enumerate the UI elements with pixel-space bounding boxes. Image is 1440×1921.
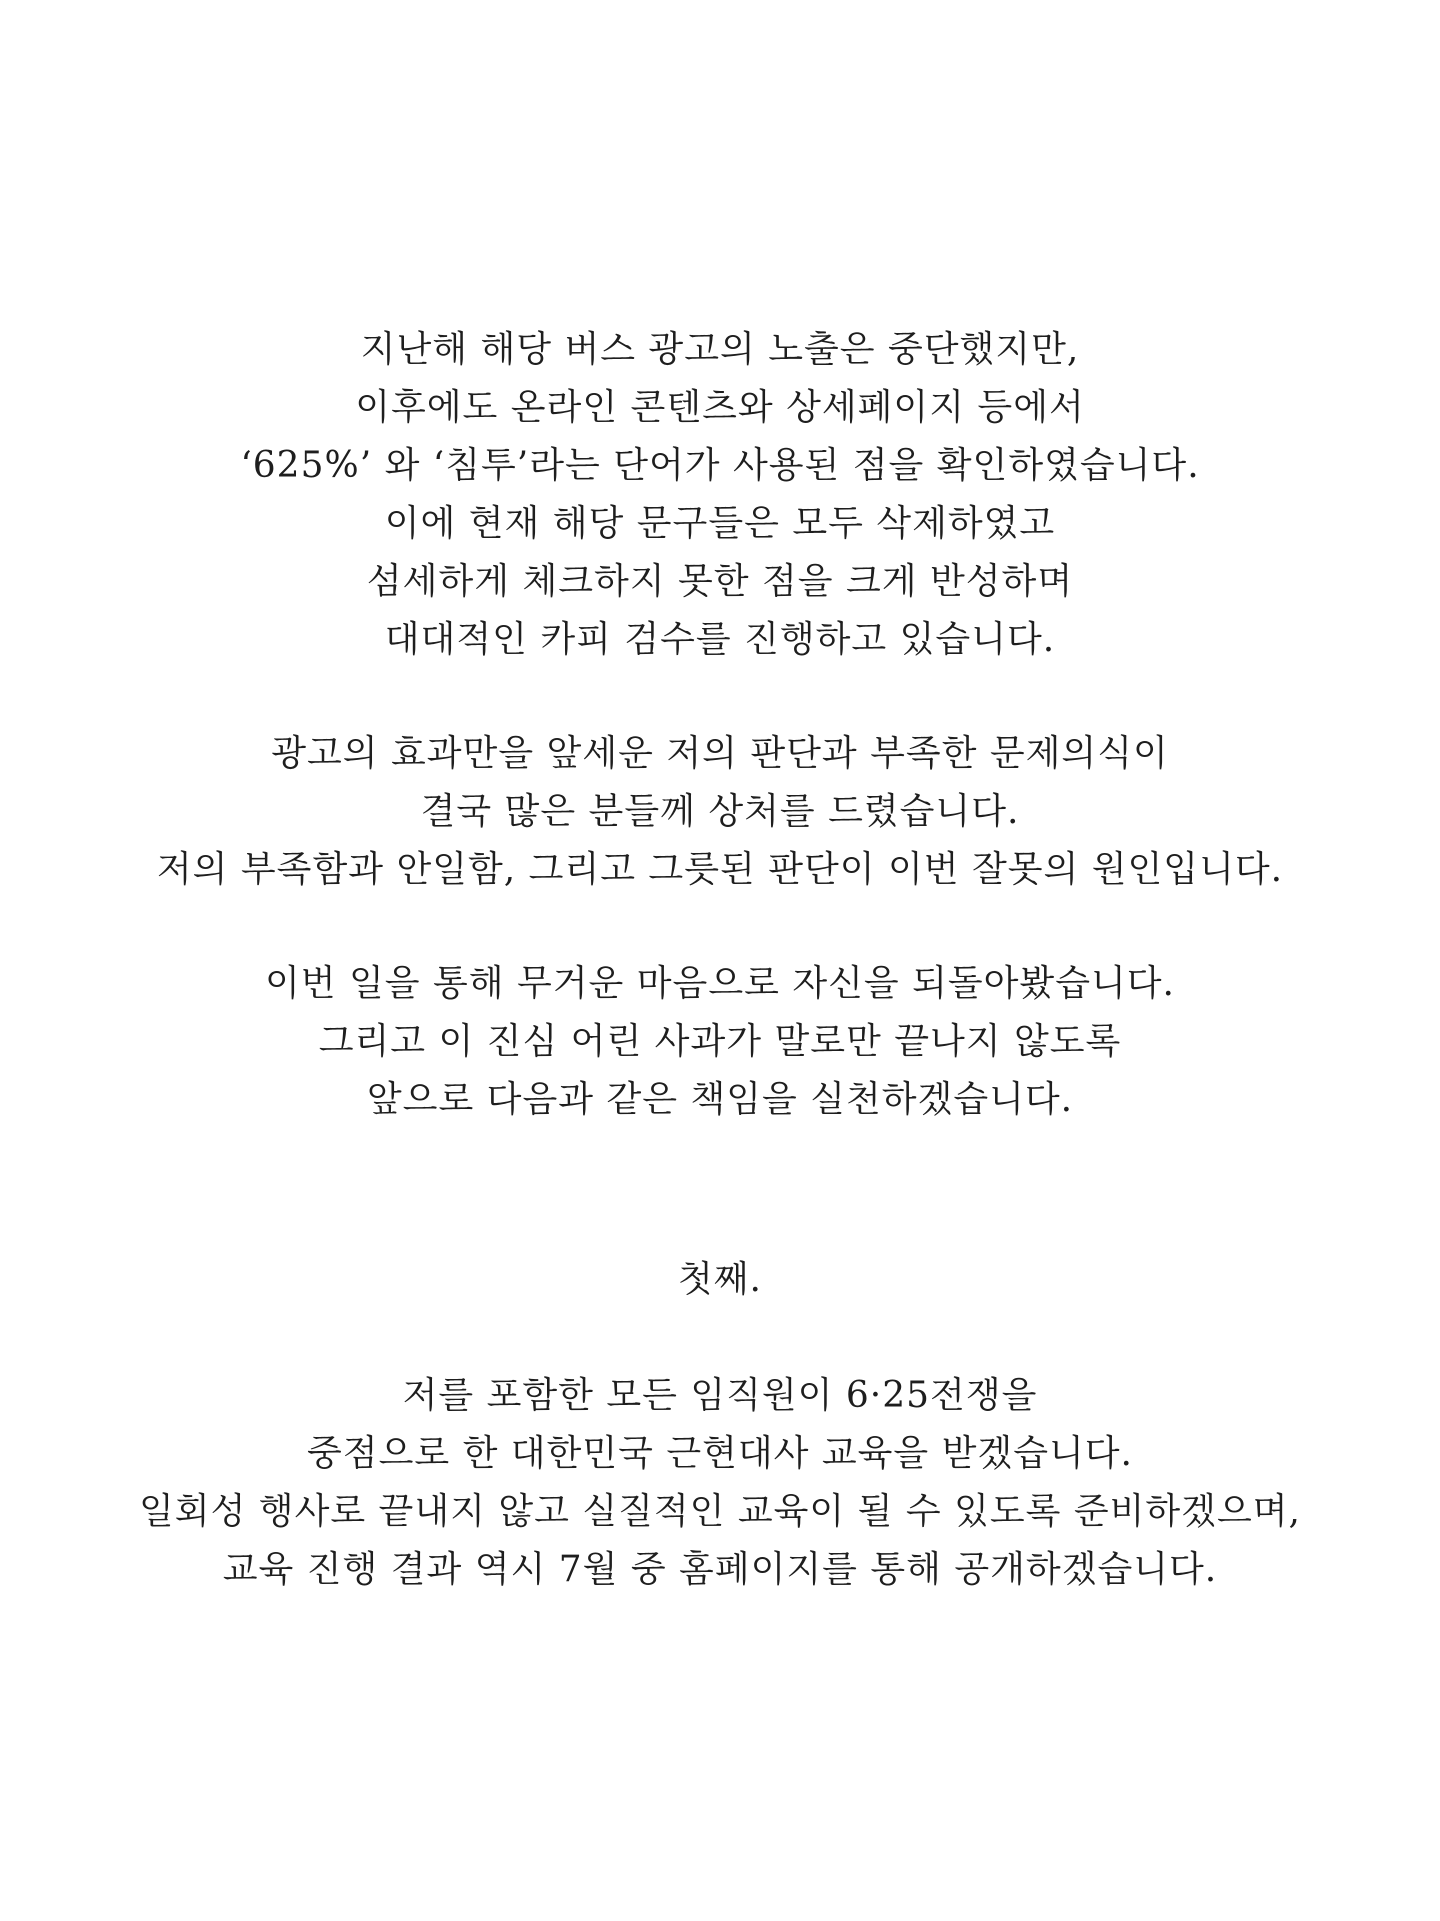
paragraph-ad-wording-removal	[0, 321, 1440, 669]
text-line: ‘625%’ 와 ‘침투’라는 단어가 사용된 점을 확인하였습니다.	[240, 445, 1200, 486]
section-heading-text: 첫째.	[678, 1259, 762, 1300]
section-heading	[0, 1251, 1440, 1309]
text-line: 결국 많은 분들께 상처를 드렸습니다.	[420, 791, 1020, 832]
text-line: 앞으로 다음과 같은 책임을 실천하겠습니다.	[366, 1079, 1074, 1120]
text-line: 그리고 이 진심 어린 사과가 말로만 끝나지 않도록	[318, 1021, 1122, 1062]
text-line: 일회성 행사로 끝내지 않고 실질적인 교육이 될 수 있도록 준비하겠으며,	[139, 1491, 1301, 1532]
text-line: 저의 부족함과 안일함, 그리고 그릇된 판단이 이번 잘못의 원인입니다.	[156, 849, 1284, 890]
text-line: 이번 일을 통해 무거운 마음으로 자신을 되돌아봤습니다.	[265, 963, 1175, 1004]
text-line: 중점으로 한 대한민국 근현대사 교육을 받겠습니다.	[307, 1433, 1133, 1474]
text-line: 대대적인 카피 검수를 진행하고 있습니다.	[384, 619, 1056, 660]
paragraph-education-plan	[0, 1367, 1440, 1599]
paragraph-responsibility	[0, 725, 1440, 899]
paragraph-commitment	[0, 955, 1440, 1129]
text-line: 이에 현재 해당 문구들은 모두 삭제하였고	[384, 503, 1056, 544]
text-line: 이후에도 온라인 콘텐츠와 상세페이지 등에서	[355, 387, 1085, 428]
text-line: 섬세하게 체크하지 못한 점을 크게 반성하며	[366, 561, 1074, 602]
text-line: 교육 진행 결과 역시 7월 중 홈페이지를 통해 공개하겠습니다.	[222, 1549, 1218, 1590]
text-line: 광고의 효과만을 앞세운 저의 판단과 부족한 문제의식이	[271, 733, 1169, 774]
text-line: 지난해 해당 버스 광고의 노출은 중단했지만,	[360, 329, 1080, 370]
text-line: 저를 포함한 모든 임직원이 6·25전쟁을	[402, 1375, 1038, 1416]
